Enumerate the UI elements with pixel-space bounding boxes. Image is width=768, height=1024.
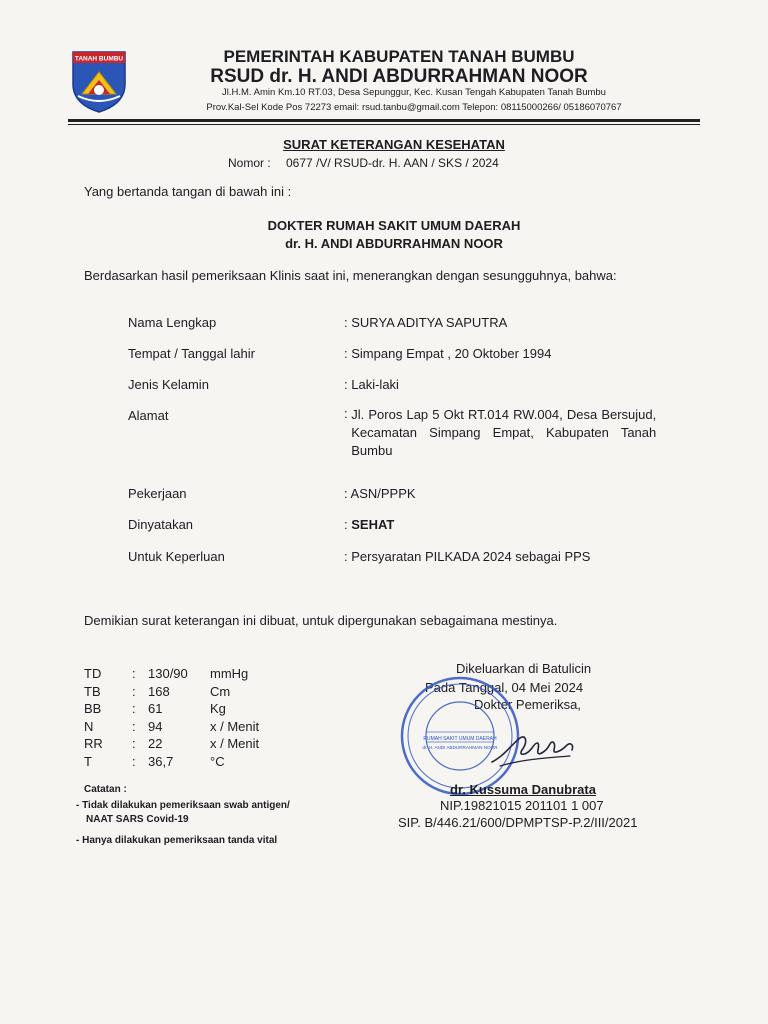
note-item-1: - Tidak dilakukan pemeriksaan swab antigen/ <box>76 800 290 811</box>
vital-sep: : <box>132 701 136 717</box>
issued-date: Pada Tanggal, 04 Mei 2024 <box>425 680 584 695</box>
vital-sep: : <box>132 736 136 752</box>
vital-value: 61 <box>148 701 163 717</box>
stamp-text-2: dr. H. ANDI ABDURRAHMAN NOOR <box>422 745 498 750</box>
keperluan-value: Persyaratan PILKADA 2024 sebagai PPS <box>351 549 591 564</box>
field-label-jk: Jenis Kelamin <box>128 377 209 392</box>
vital-name: TD <box>84 666 102 682</box>
vital-unit: °C <box>210 753 225 769</box>
vital-unit: mmHg <box>210 666 249 682</box>
pekerjaan-value: ASN/PPPK <box>350 486 416 501</box>
field-separator: : <box>344 377 348 392</box>
nomor-label: Nomor : <box>228 156 271 170</box>
field-label-dinyatakan: Dinyatakan <box>128 517 194 532</box>
nomor-value: 0677 /V/ RSUD-dr. H. AAN / SKS / 2024 <box>286 156 499 170</box>
field-separator: : <box>344 517 348 532</box>
field-separator: : <box>344 549 348 564</box>
vital-sep: : <box>132 718 136 734</box>
closing-text: Demikian surat keterangan ini dibuat, untuk dipergunakan sebagaimana mestinya. <box>84 613 558 628</box>
field-separator: : <box>344 406 348 421</box>
vital-sep: : <box>132 666 136 682</box>
signer-name: dr. Kussuma Danubrata <box>450 782 596 797</box>
field-value-nama <box>344 315 662 330</box>
statement-text: Berdasarkan hasil pemeriksaan Klinis saat ini, menerangkan dengan sesungguhnya, bahwa: <box>84 268 617 283</box>
field-label-pekerjaan: Pekerjaan <box>128 486 187 501</box>
field-value-pekerjaan <box>344 486 662 501</box>
vital-value: 22 <box>148 736 163 752</box>
vital-value: 94 <box>148 718 163 734</box>
nama-value: SURYA ADITYA SAPUTRA <box>351 315 508 330</box>
header-hospital-name: RSUD dr. H. ANDI ABDURRAHMAN NOOR <box>210 66 588 87</box>
ttl-value: Simpang Empat , 20 Oktober 1994 <box>351 346 552 361</box>
vital-value: 168 <box>148 683 170 699</box>
signer-nip: NIP.19821015 201101 1 007 <box>440 798 604 813</box>
vital-unit: Cm <box>210 683 231 699</box>
jk-value: Laki-laki <box>351 377 399 392</box>
vital-unit: Kg <box>210 701 226 717</box>
field-value-alamat <box>344 406 662 460</box>
issued-place: Dikeluarkan di Batulicin <box>456 661 592 676</box>
intro-text: Yang bertanda tangan di bawah ini : <box>84 184 292 199</box>
vital-row <box>84 735 259 753</box>
vital-row <box>84 753 259 771</box>
field-value-jk <box>344 377 662 392</box>
vital-row <box>84 683 259 701</box>
header-government: PEMERINTAH KABUPATEN TANAH BUMBU <box>223 47 575 66</box>
vital-row <box>84 665 259 683</box>
dinyatakan-value: SEHAT <box>351 517 395 532</box>
vital-row <box>84 700 259 718</box>
field-value-keperluan <box>344 549 662 564</box>
vital-name: T <box>84 753 92 769</box>
note-item-2: - Hanya dilakukan pemeriksaan tanda vital <box>76 835 278 846</box>
doctor-line-2: dr. H. ANDI ABDURRAHMAN NOOR <box>285 236 503 251</box>
notes-title: Catatan : <box>84 784 127 795</box>
note-item-1-cont: NAAT SARS Covid-19 <box>86 814 189 825</box>
field-value-dinyatakan <box>344 517 662 532</box>
vital-name: N <box>84 718 94 734</box>
doctor-line-1: DOKTER RUMAH SAKIT UMUM DAERAH <box>267 218 521 233</box>
field-value-ttl <box>344 346 662 361</box>
vital-sep: : <box>132 753 136 769</box>
vital-value: 130/90 <box>148 666 188 682</box>
stamp-text-1: RUMAH SAKIT UMUM DAERAH <box>423 736 497 742</box>
vital-name: BB <box>84 701 102 717</box>
logo-text: TANAH BUMBU <box>74 55 124 63</box>
header-contact: Prov.Kal-Sel Kode Pos 72273 email: rsud.tanbu@gmail.com Telepon: 08115000266/ 05186070767 <box>206 102 622 113</box>
vital-value: 36,7 <box>148 753 174 769</box>
field-label-ttl: Tempat / Tanggal lahir <box>128 346 255 361</box>
document-title: SURAT KETERANGAN KESEHATAN <box>283 137 505 152</box>
signer-role: Dokter Pemeriksa, <box>474 697 581 712</box>
vital-unit: x / Menit <box>210 718 260 734</box>
vital-row <box>84 718 259 736</box>
document-number <box>228 156 499 170</box>
vital-signs-table <box>84 665 259 770</box>
vital-unit: x / Menit <box>210 736 260 752</box>
vital-name: TB <box>84 683 101 699</box>
field-separator: : <box>344 346 348 361</box>
signer-sip: SIP. B/446.21/600/DPMPTSP-P.2/III/2021 <box>398 815 638 830</box>
header-address: Jl.H.M. Amin Km.10 RT.03, Desa Sepunggur, Kec. Kusan Tengah Kabupaten Tanah Bumbu <box>222 87 606 98</box>
field-separator: : <box>344 486 348 501</box>
header-divider-thick <box>68 119 700 122</box>
handwritten-signature <box>490 726 576 770</box>
header-divider-thin <box>68 124 700 125</box>
field-label-nama: Nama Lengkap <box>128 315 217 330</box>
field-label-alamat: Alamat <box>128 408 169 423</box>
vital-sep: : <box>132 683 136 699</box>
vital-name: RR <box>84 736 103 752</box>
field-separator: : <box>344 315 348 330</box>
field-label-keperluan: Untuk Keperluan <box>128 549 225 564</box>
alamat-value: Jl. Poros Lap 5 Okt RT.014 RW.004, Desa Bersujud, Kecamatan Simpang Empat, Kabupaten Tanah Bumbu <box>351 407 657 458</box>
